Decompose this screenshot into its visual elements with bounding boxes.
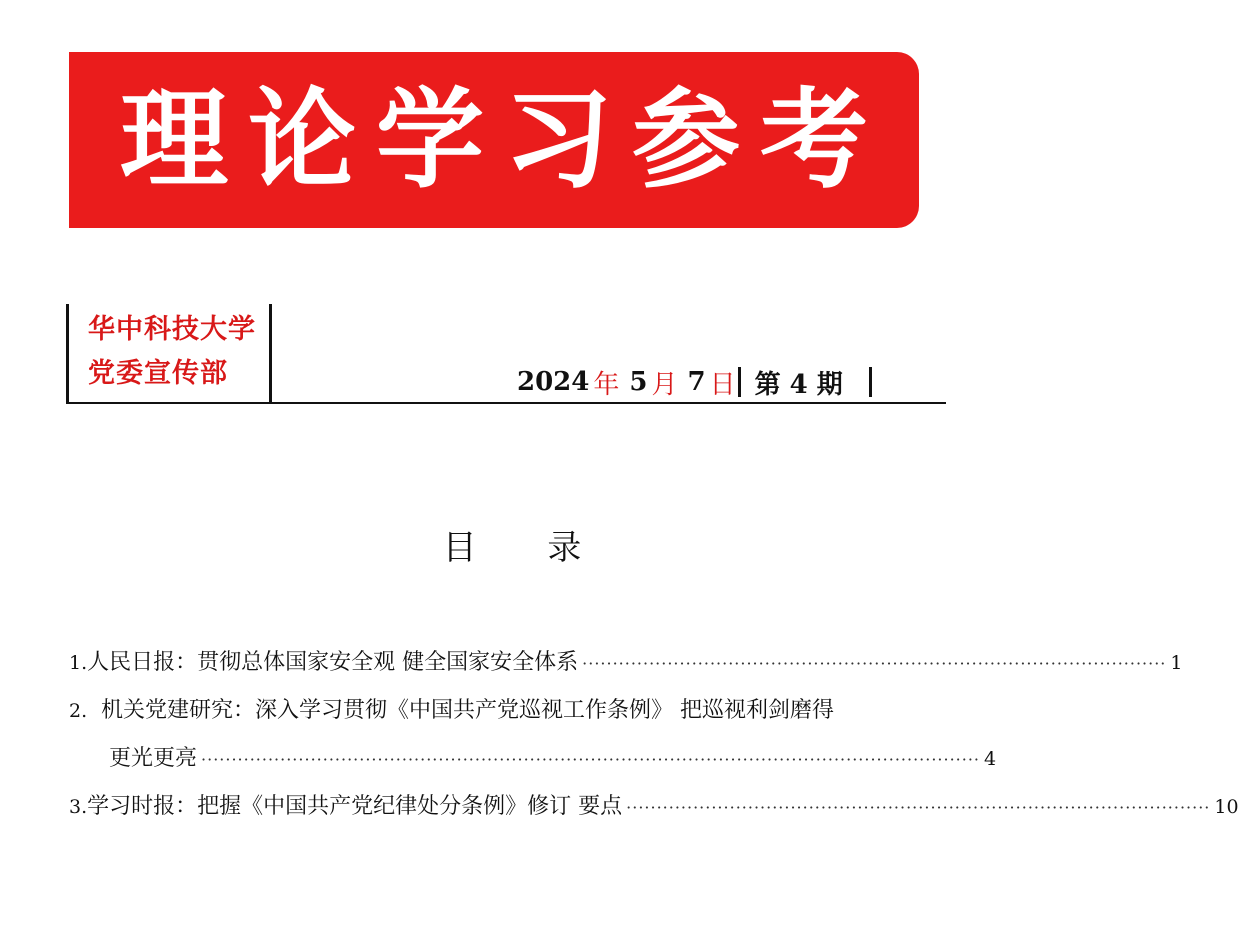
- header-rule: [66, 402, 946, 404]
- toc-item[interactable]: [69, 789, 1239, 837]
- year-unit: 年: [593, 369, 620, 400]
- year: 2024: [517, 367, 590, 397]
- toc-item-number: 2.: [69, 700, 88, 722]
- toc-item-title: 学习时报：把握《中国共产党纪律处分条例》修订 要点: [87, 794, 623, 819]
- toc-leader-dots: ································································································································: [201, 750, 981, 769]
- toc-item-page: 10: [1214, 796, 1239, 818]
- toc-item-page: 4: [984, 748, 997, 770]
- toc-item[interactable]: [69, 645, 1183, 693]
- org-department: 党委宣传部: [88, 358, 228, 389]
- toc-item-title: 人民日报：贯彻总体国家安全观 健全国家安全体系: [87, 650, 579, 675]
- separator-bar-end: [869, 367, 872, 397]
- publication-title: 理论学习参考: [119, 77, 888, 203]
- toc-item[interactable]: [69, 693, 949, 741]
- toc-item-number: 1.: [69, 652, 88, 674]
- toc-leader-dots: ································································································: [626, 798, 1211, 817]
- toc-item-title-cont: 更光更亮: [109, 746, 198, 771]
- toc-title: 目 录: [442, 528, 612, 568]
- toc-item-number: 3.: [69, 796, 88, 818]
- toc-item-page: 1: [1170, 652, 1183, 674]
- month-unit: 月: [651, 369, 678, 400]
- table-of-contents: [69, 645, 1239, 837]
- separator-bar: [738, 367, 741, 397]
- toc-leader-dots: ································································································: [582, 654, 1167, 673]
- issue-number: 第 4 期: [754, 369, 843, 400]
- toc-item-continuation[interactable]: [69, 741, 997, 789]
- issue-date: [517, 362, 872, 402]
- title-banner: [69, 52, 919, 228]
- day: 7: [687, 367, 706, 397]
- toc-item-title: 机关党建研究：深入学习贯彻《中国共产党巡视工作条例》 把巡视利剑磨得: [101, 698, 834, 723]
- org-university: 华中科技大学: [88, 314, 256, 345]
- month: 5: [629, 367, 648, 397]
- organization-block: [66, 304, 272, 404]
- day-unit: 日: [709, 369, 736, 400]
